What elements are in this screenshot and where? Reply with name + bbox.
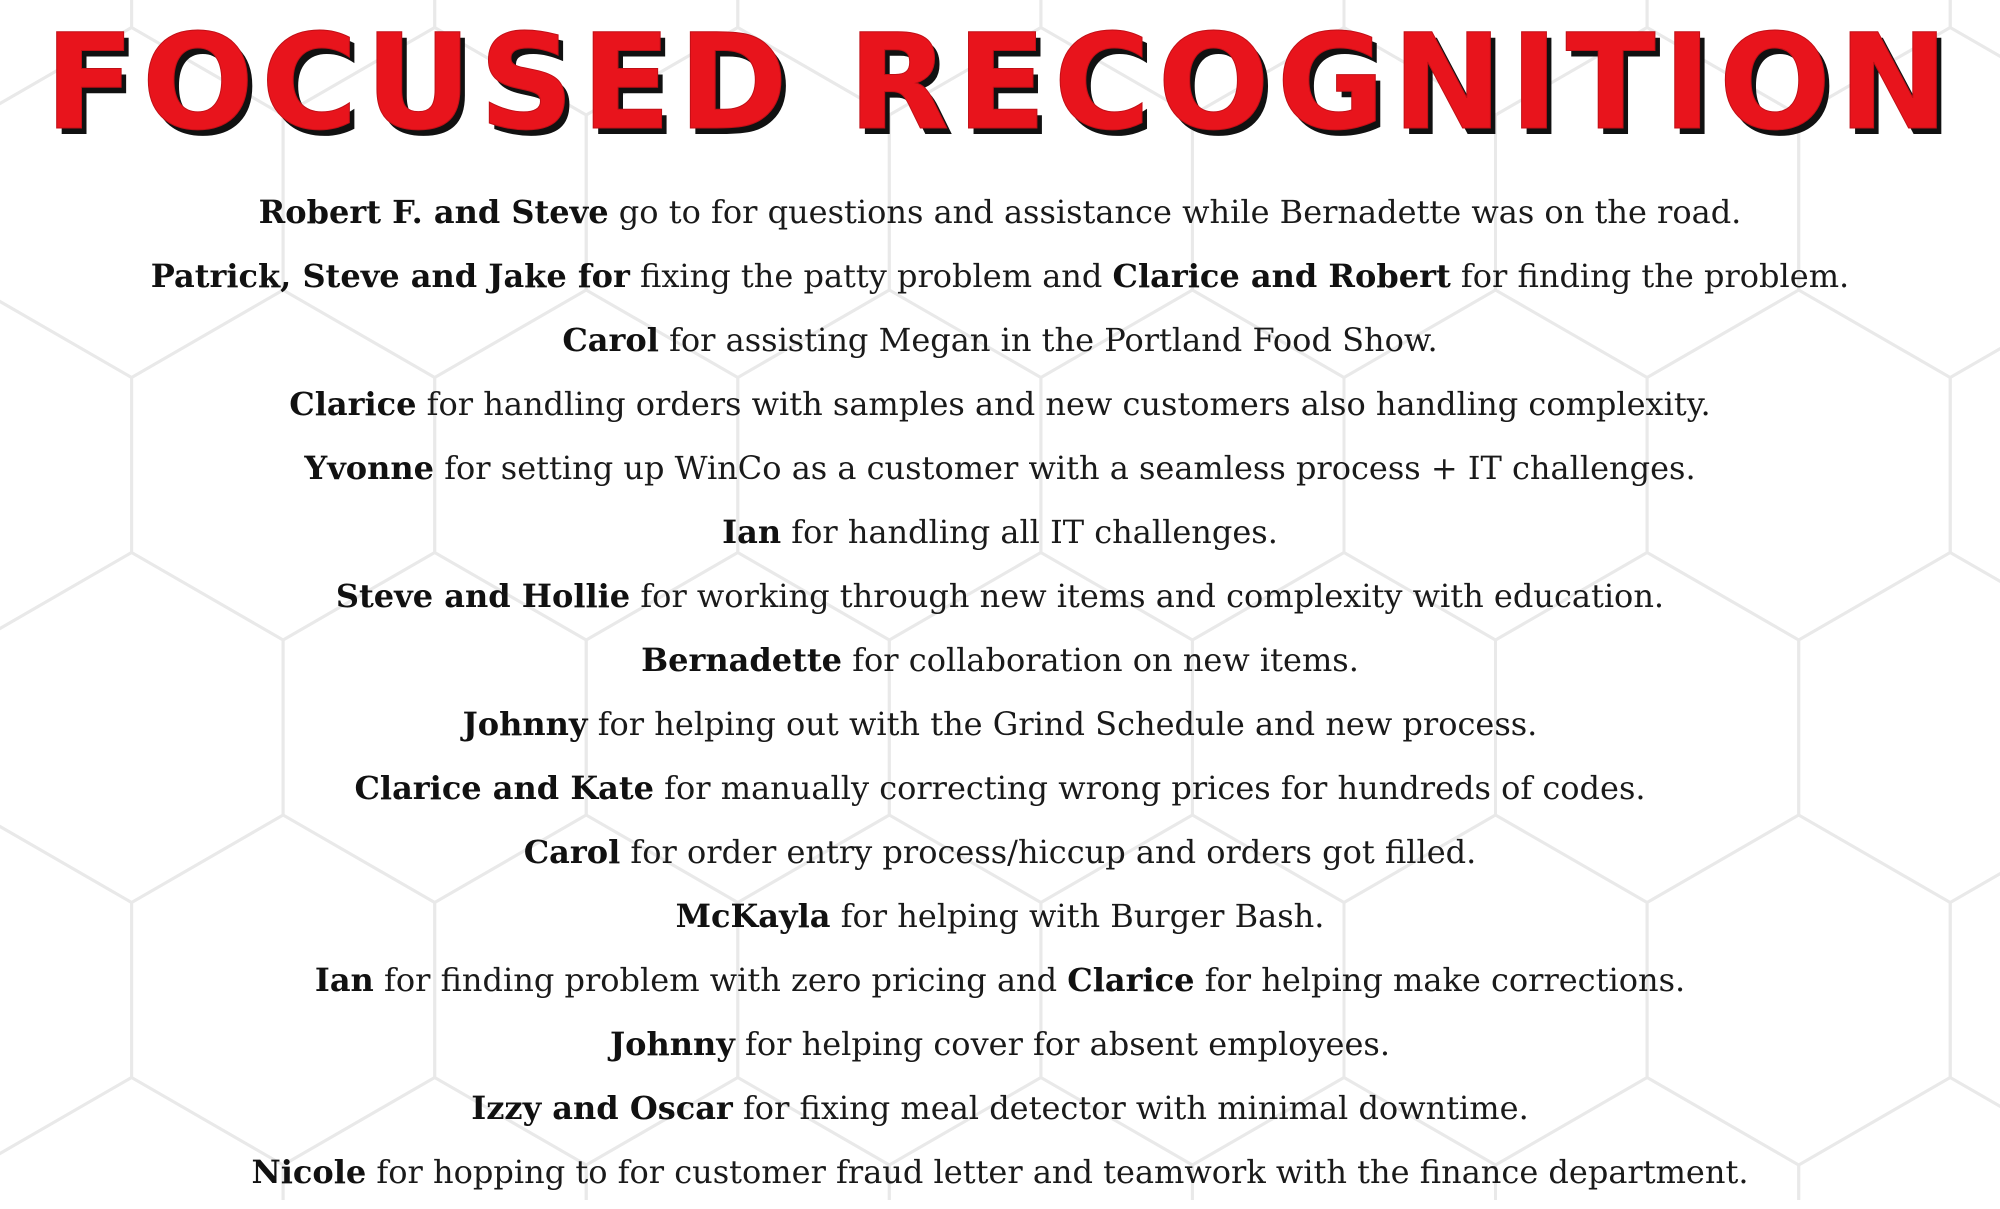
recognized-names: Johnny xyxy=(462,705,588,743)
recognized-names: Yvonne xyxy=(304,449,435,487)
recognized-names: McKayla xyxy=(675,897,831,935)
recognized-names: Carol xyxy=(523,833,621,871)
recognition-reason: for setting up WinCo as a customer with a seamless process + IT challenges. xyxy=(434,449,1696,487)
recognized-names: Clarice and Robert xyxy=(1112,257,1451,295)
recognized-names: Robert F. and Steve xyxy=(258,193,609,231)
recognition-reason: for hopping to for customer fraud letter and teamwork with the finance department. xyxy=(366,1153,1749,1191)
recognition-item xyxy=(0,1017,2000,1081)
recognition-item xyxy=(0,249,2000,313)
recognition-reason: for finding problem with zero pricing and xyxy=(373,961,1068,999)
recognition-item xyxy=(0,505,2000,569)
recognized-names: Clarice xyxy=(289,385,417,423)
recognition-item xyxy=(0,569,2000,633)
recognition-reason: for collaboration on new items. xyxy=(842,641,1359,679)
recognition-reason: for handling orders with samples and new customers also handling complexity. xyxy=(416,385,1711,423)
recognition-item xyxy=(0,697,2000,761)
recognition-item xyxy=(0,953,2000,1017)
recognition-reason: for helping out with the Grind Schedule and new process. xyxy=(587,705,1538,743)
recognition-list xyxy=(0,185,2000,1209)
recognized-names: Carol xyxy=(562,321,659,359)
recognition-item xyxy=(0,441,2000,505)
recognition-reason: for handling all IT challenges. xyxy=(781,513,1278,551)
recognition-reason: for fixing meal detector with minimal downtime. xyxy=(732,1089,1529,1127)
recognition-reason: for helping make corrections. xyxy=(1194,961,1686,999)
recognition-reason: for manually correcting wrong prices for hundreds of codes. xyxy=(654,769,1646,807)
recognized-names: Ian xyxy=(722,513,782,551)
recognition-item xyxy=(0,1081,2000,1145)
recognized-names: Patrick, Steve and Jake for xyxy=(150,257,630,295)
recognition-reason: for helping cover for absent employees. xyxy=(734,1025,1390,1063)
recognition-item xyxy=(0,633,2000,697)
recognition-reason: fixing the patty problem and xyxy=(629,257,1113,295)
recognized-names: Nicole xyxy=(251,1153,367,1191)
recognition-item xyxy=(0,1145,2000,1209)
recognition-reason: for finding the problem. xyxy=(1450,257,1850,295)
recognized-names: Izzy and Oscar xyxy=(471,1089,733,1127)
recognized-names: Johnny xyxy=(609,1025,735,1063)
recognized-names: Clarice and Kate xyxy=(354,769,654,807)
recognition-item xyxy=(0,185,2000,249)
recognition-reason: for helping with Burger Bash. xyxy=(830,897,1325,935)
recognition-item xyxy=(0,313,2000,377)
recognition-reason: go to for questions and assistance while Bernadette was on the road. xyxy=(608,193,1742,231)
recognition-item xyxy=(0,825,2000,889)
recognized-names: Steve and Hollie xyxy=(335,577,631,615)
recognized-names: Ian xyxy=(314,961,374,999)
recognition-reason: for assisting Megan in the Portland Food Show. xyxy=(658,321,1438,359)
recognition-item xyxy=(0,889,2000,953)
recognition-reason: for order entry process/hiccup and orders got filled. xyxy=(620,833,1477,871)
page-title: FOCUSED RECOGNITION xyxy=(44,6,1956,160)
recognized-names: Bernadette xyxy=(641,641,843,679)
recognition-item xyxy=(0,377,2000,441)
recognition-reason: for working through new items and complexity with education. xyxy=(630,577,1665,615)
recognized-names: Clarice xyxy=(1067,961,1195,999)
recognition-item xyxy=(0,761,2000,825)
